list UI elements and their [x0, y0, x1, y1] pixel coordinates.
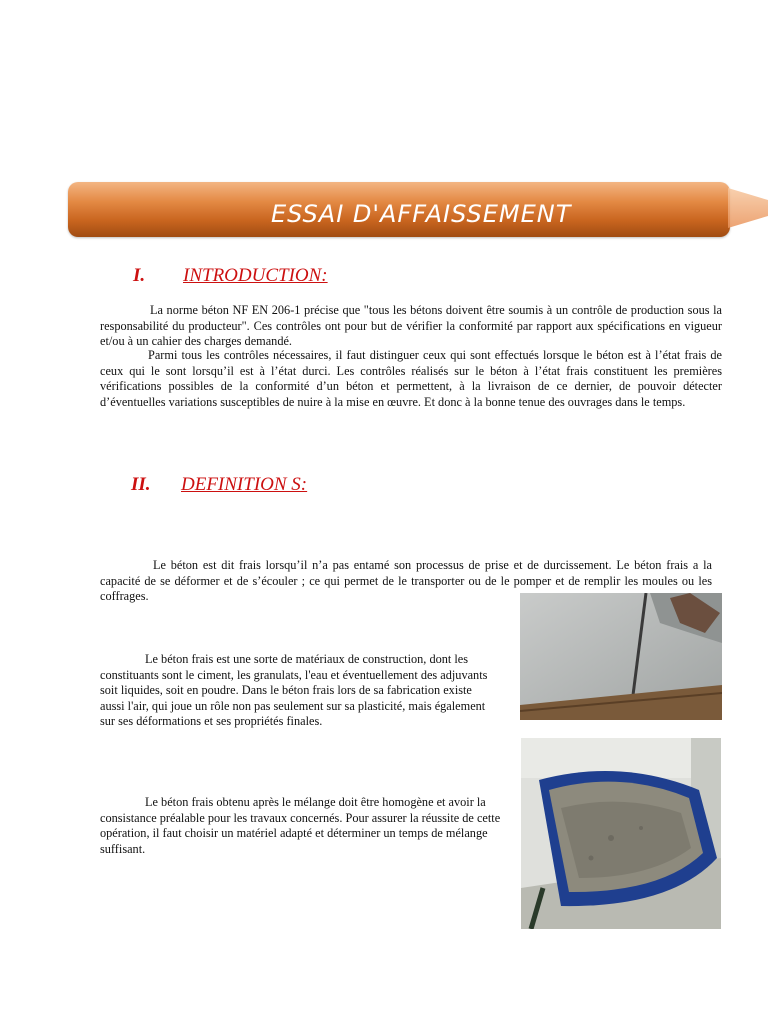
concrete-slab-image — [520, 593, 722, 720]
section-heading-definitions — [131, 474, 307, 496]
title-banner — [68, 182, 730, 237]
intro-paragraph-2: Parmi tous les contrôles nécessaires, il faut distinguer ceux qui sont effectués lorsque le béton est à l’état frais de ceux qui le sont lorsqu’il est à l’état durci. Les contrôles réalisés sur le béton à l’état frais constituent les premières vérifications possibles de la conformité d’un béton et permettent, à la livraison de ce dernier, de pouvoir détecter d’éventuelles variations susceptibles de nuire à la mise en œuvre. Et donc à la bonne tenue des ouvrages dans le temps. — [100, 348, 722, 409]
section-number: II. — [131, 474, 151, 495]
wheelbarrow-image — [521, 738, 721, 929]
intro-paragraph-1: La norme béton NF EN 206-1 précise que "tous les bétons doivent être soumis à un contrôle de production sous la responsabilité du producteur". Ces contrôles ont pour but de vérifier la conformité par rapport aux spécifications en vigueur et/ou à un cahier des charges demandé. — [100, 303, 722, 349]
definitions-paragraph-2: Le béton frais est une sorte de matériaux de construction, dont les constituants sont le ciment, les granulats, l'eau et éventuellement des adjuvants soit liquides, soit en poudre. Dans le béton frais lors de sa fabrication existe aussi l'air, qui joue un rôle non pas seulement sur sa plasticité, mais également sur ses déformations et ses propriétés finales. — [100, 652, 488, 729]
concrete-wheelbarrow-photo — [521, 738, 721, 929]
fresh-concrete-slab-photo — [520, 593, 722, 720]
section-heading-introduction — [133, 265, 328, 287]
definitions-paragraph-3: Le béton frais obtenu après le mélange doit être homogène et avoir la consistance préalable pour les travaux concernés. Pour assurer la réussite de cette opération, il faut choisir un matériel adapté et déterminer un temps de mélange suffisant. — [100, 795, 501, 856]
banner-decoration — [728, 188, 768, 228]
section-title: INTRODUCTION: — [183, 265, 328, 286]
definitions-paragraph-1: Le béton est dit frais lorsqu’il n’a pas entamé son processus de prise et de durcissement. Le béton frais a la capacité de se déformer et de s’écouler ; ce qui permet de le transporter ou de le pomper et de remplir les moules ou les coffrages. — [100, 558, 712, 604]
section-number: I. — [133, 265, 146, 286]
document-title: ESSAI D'AFFAISSEMENT — [271, 200, 572, 228]
section-title: DEFINITION S: — [181, 474, 308, 495]
